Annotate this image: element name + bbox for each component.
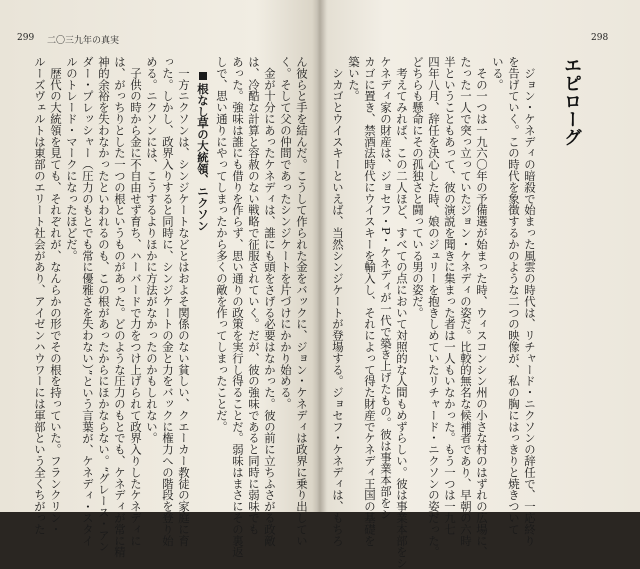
section-spacer [211, 56, 214, 504]
text-line: 金が十分にあったケネディは、誰にも頭をさげる必要はなかった。彼の前に立ちふさがる政敵 [263, 56, 277, 547]
text-line: く。そして父の仲間であったシンジケートを片づけにかかり始める。 [279, 56, 293, 410]
heading-bullet-icon [199, 72, 207, 80]
text-line: は、冷酷な計算と容赦のない戦略で征服されていく。だが、彼の強味であると同時に弱味でも [247, 56, 261, 535]
left-page-number: 299 [17, 33, 35, 43]
text-line: 考えてみれば、この二人ほど、すべての点において対照的な人間もめずらしい。彼は事業本部をシ [395, 56, 409, 569]
text-line: あった。強味は誰にも借りを作らず、思い通りの政策を実行し得ることだ。弱味はまさにその裏返 [231, 56, 245, 558]
text-line: った。しかし、政界入りすると同時に、シンジケートの金と力をバックに権力への階段を登り始 [161, 56, 175, 547]
text-line: いる。 [491, 56, 505, 91]
text-line: 子供の時から金に不自由せず育ち、ハーバードで力をつけ上げられて政界入りしたケネディに [129, 56, 143, 547]
section-spacer [192, 56, 195, 504]
text-line: 築いた。 [347, 56, 361, 102]
text-line: ん彼らと手を結んだ。こうして作られた金をバックに、ジョン・ケネディは政界に乗り出してい [295, 56, 309, 547]
text-line: は、がっちりとした一つの根というものがあった。どのような圧力のもとでも、ケネディが常に精 [113, 56, 127, 558]
text-line: たった一人で突っ立っていたジョン・ケネディの姿だ。比較的無名な候補者であり、早朝の六時 [459, 56, 473, 547]
book-gutter [312, 0, 328, 512]
text-line: ルのトレード・マークになったほどだ。 [65, 56, 79, 262]
text-line: ダー・プレッシャー（圧力のもとでも常に優雅さを失わない）”という言葉が、ケネディ・スタイ [81, 56, 95, 547]
text-line: 四年八月、辞任を決心した時、娘のジュリーを抱きしめていたリチャード・ニクソンの姿だった。 [427, 56, 441, 558]
section-heading [195, 56, 211, 504]
text-line: しで、思い通りにやってしまったから多くの敵を作ってしまったことだ。 [215, 56, 229, 433]
text-line: 歴代の大統領を見ても、それぞれが、なんらかの形でその根を持っていた。フランクリン・ [49, 56, 63, 535]
left-page-text [32, 56, 310, 558]
running-head-title: 二〇三九年の真実 [47, 36, 120, 46]
text-line: 一方ニクソンは、シンジケートなどとはおよそ関係のない貧しい、クエーカー教徒の家庭に育 [177, 56, 191, 547]
right-page-number: 298 [591, 33, 609, 43]
text-line: ルーズヴェルトは東部のエリート社会があり、アイゼンハウワーには軍部という全くちがった [33, 56, 47, 535]
right-page-text [331, 56, 538, 569]
text-line: 神的余裕を失わなかったといわれるのも、この根があったからにほかならない。“グレース・アン [97, 56, 111, 553]
text-line: その一つは一九六〇年の予備選が始まった時、ウィスコンシン州の小さな村のはずれの広場に、 [475, 56, 489, 558]
section-heading-text: 根なし草の大統領、ニクソン [196, 83, 210, 232]
text-line: シカゴとウイスキーといえば、当然シンジケートが登場する。ジョセフ・ケネディは、もちろ [331, 56, 345, 547]
text-line: カゴに置き、禁酒法時代にウイスキーを輸入し、それによって得た財産でケネディ王国の基礎を [363, 56, 377, 547]
text-line: める。ニクソンには、こうするよりほかに方法がなかったのかもしれない。 [145, 56, 159, 444]
text-line: ケネディ家の財産は、ジョセフ・P・ケネディが一代で築き上げたもの。彼は事業本部をシ [379, 56, 393, 520]
text-line: ジョン・ケネディの暗殺で始まった風雲の時代は、リチャード・ニクソンの辞任で、一応終り [523, 56, 537, 547]
chapter-title: エピローグ [561, 56, 582, 146]
text-line: を告げていく。この時代を象徴するかのような二つの映像が、私の胸にはっきりと焼きついて [507, 56, 521, 535]
text-line: どちらも懸命にその孤独さと闘っている男の姿だ。 [411, 56, 425, 319]
text-line: 半ということもあって、彼の演説を聞きに集まった者は一人もいなかった。もう一つは一九七 [443, 56, 457, 535]
